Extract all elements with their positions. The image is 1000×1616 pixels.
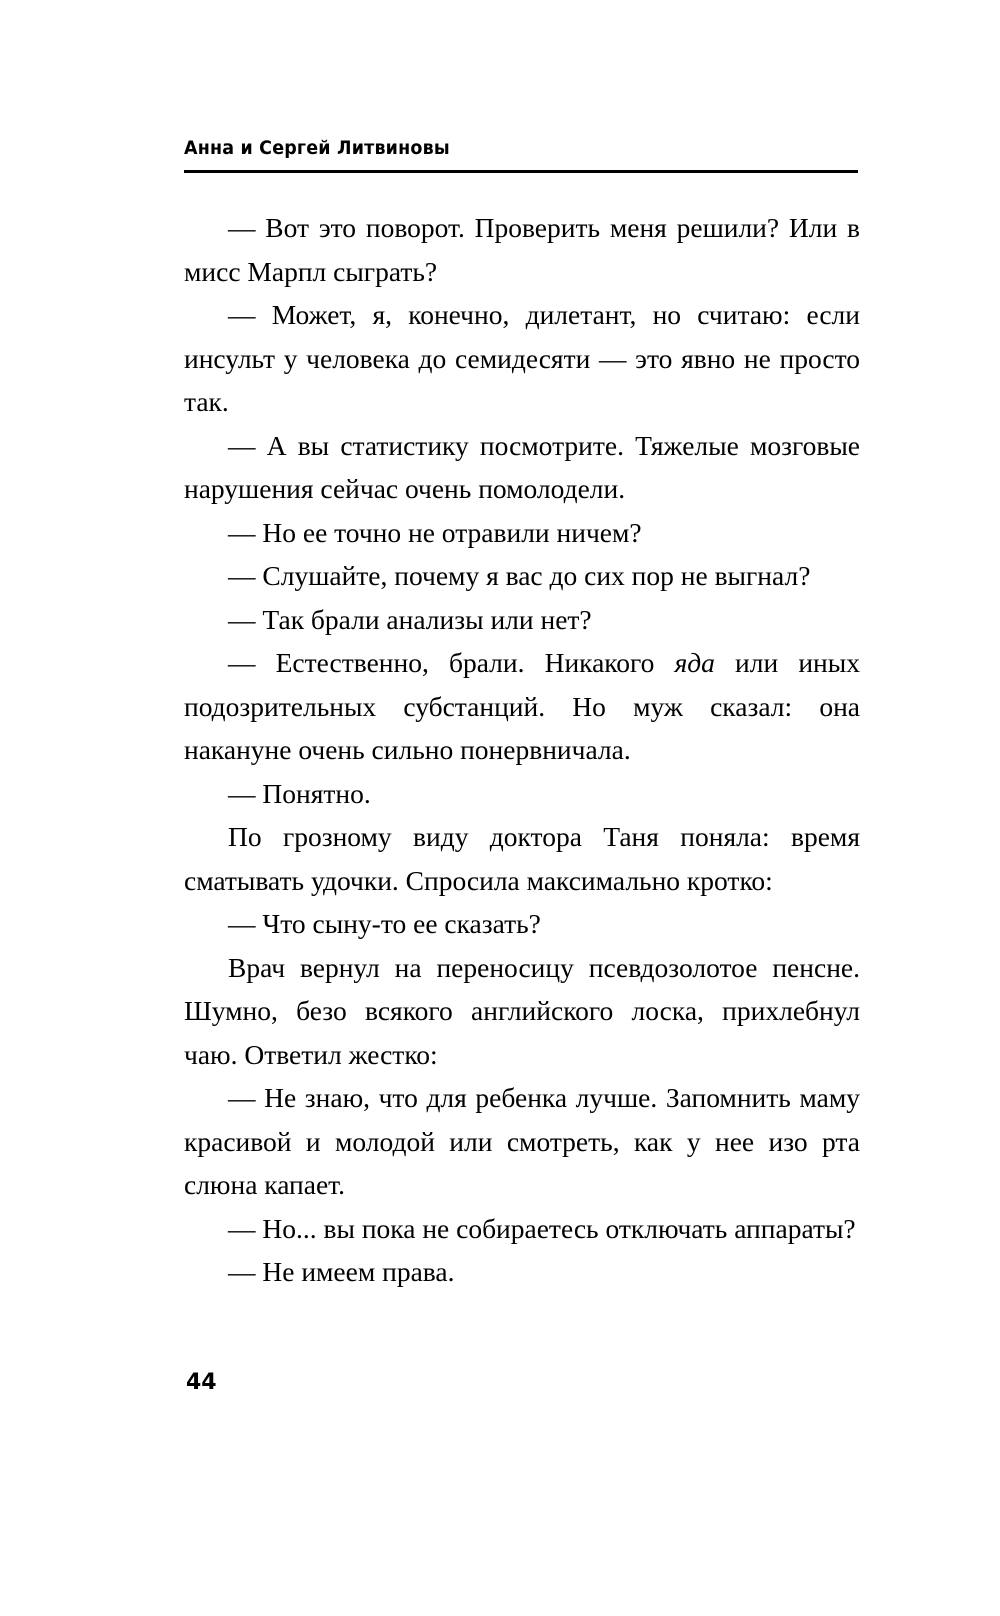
paragraph: — Слушайте, почему я вас до сих пор не выгнал? xyxy=(228,560,811,591)
paragraph-text-after: или иных подозрительных субстанций. Но муж сказал: она накануне очень сильно понервничала. xyxy=(184,647,860,765)
body-text xyxy=(184,206,860,1294)
paragraph: — Но... вы пока не собираетесь отключать аппараты? xyxy=(228,1212,856,1244)
running-head-author: Анна и Сергей Литвиновы xyxy=(184,137,450,159)
paragraph: — Не знаю, что для ребенка лучше. Запомнить маму красивой и молодой или смотреть, как у нее изо рта слюна капает. xyxy=(184,1082,860,1200)
paragraph: — Может, я, конечно, дилетант, но считаю: если инсульт у человека до семидесяти — это явно не просто так. xyxy=(184,299,860,417)
paragraph: — Но ее точно не отравили ничем? xyxy=(228,516,642,548)
paragraph: — Вот это поворот. Проверить меня решили? Или в мисс Марпл сыграть? xyxy=(184,212,860,287)
page-number: 44 xyxy=(186,1370,217,1395)
header-rule xyxy=(184,170,858,173)
paragraph: — Так брали анализы или нет? xyxy=(228,603,592,635)
paragraph: — Не имеем права. xyxy=(228,1256,455,1287)
paragraph-italic-word: яда xyxy=(674,647,715,678)
paragraph-text-before: — Естественно, брали. Никакого xyxy=(228,647,675,678)
paragraph: Врач вернул на переносицу псевдозолотое пенсне. Шумно, безо всякого английского лоска, прихлебнул чаю. Ответил жестко: xyxy=(184,951,860,1070)
paragraph: — Понятно. xyxy=(228,777,371,809)
running-head xyxy=(184,138,858,159)
paragraph: — А вы статистику посмотрите. Тяжелые мозговые нарушения сейчас очень помолодели. xyxy=(184,429,860,504)
paragraph: — Что сыну-то ее сказать? xyxy=(228,908,541,939)
paragraph-with-italic xyxy=(184,641,860,772)
paragraph: По грозному виду доктора Таня поняла: время сматывать удочки. Спросила максимально кротко: xyxy=(184,821,860,896)
